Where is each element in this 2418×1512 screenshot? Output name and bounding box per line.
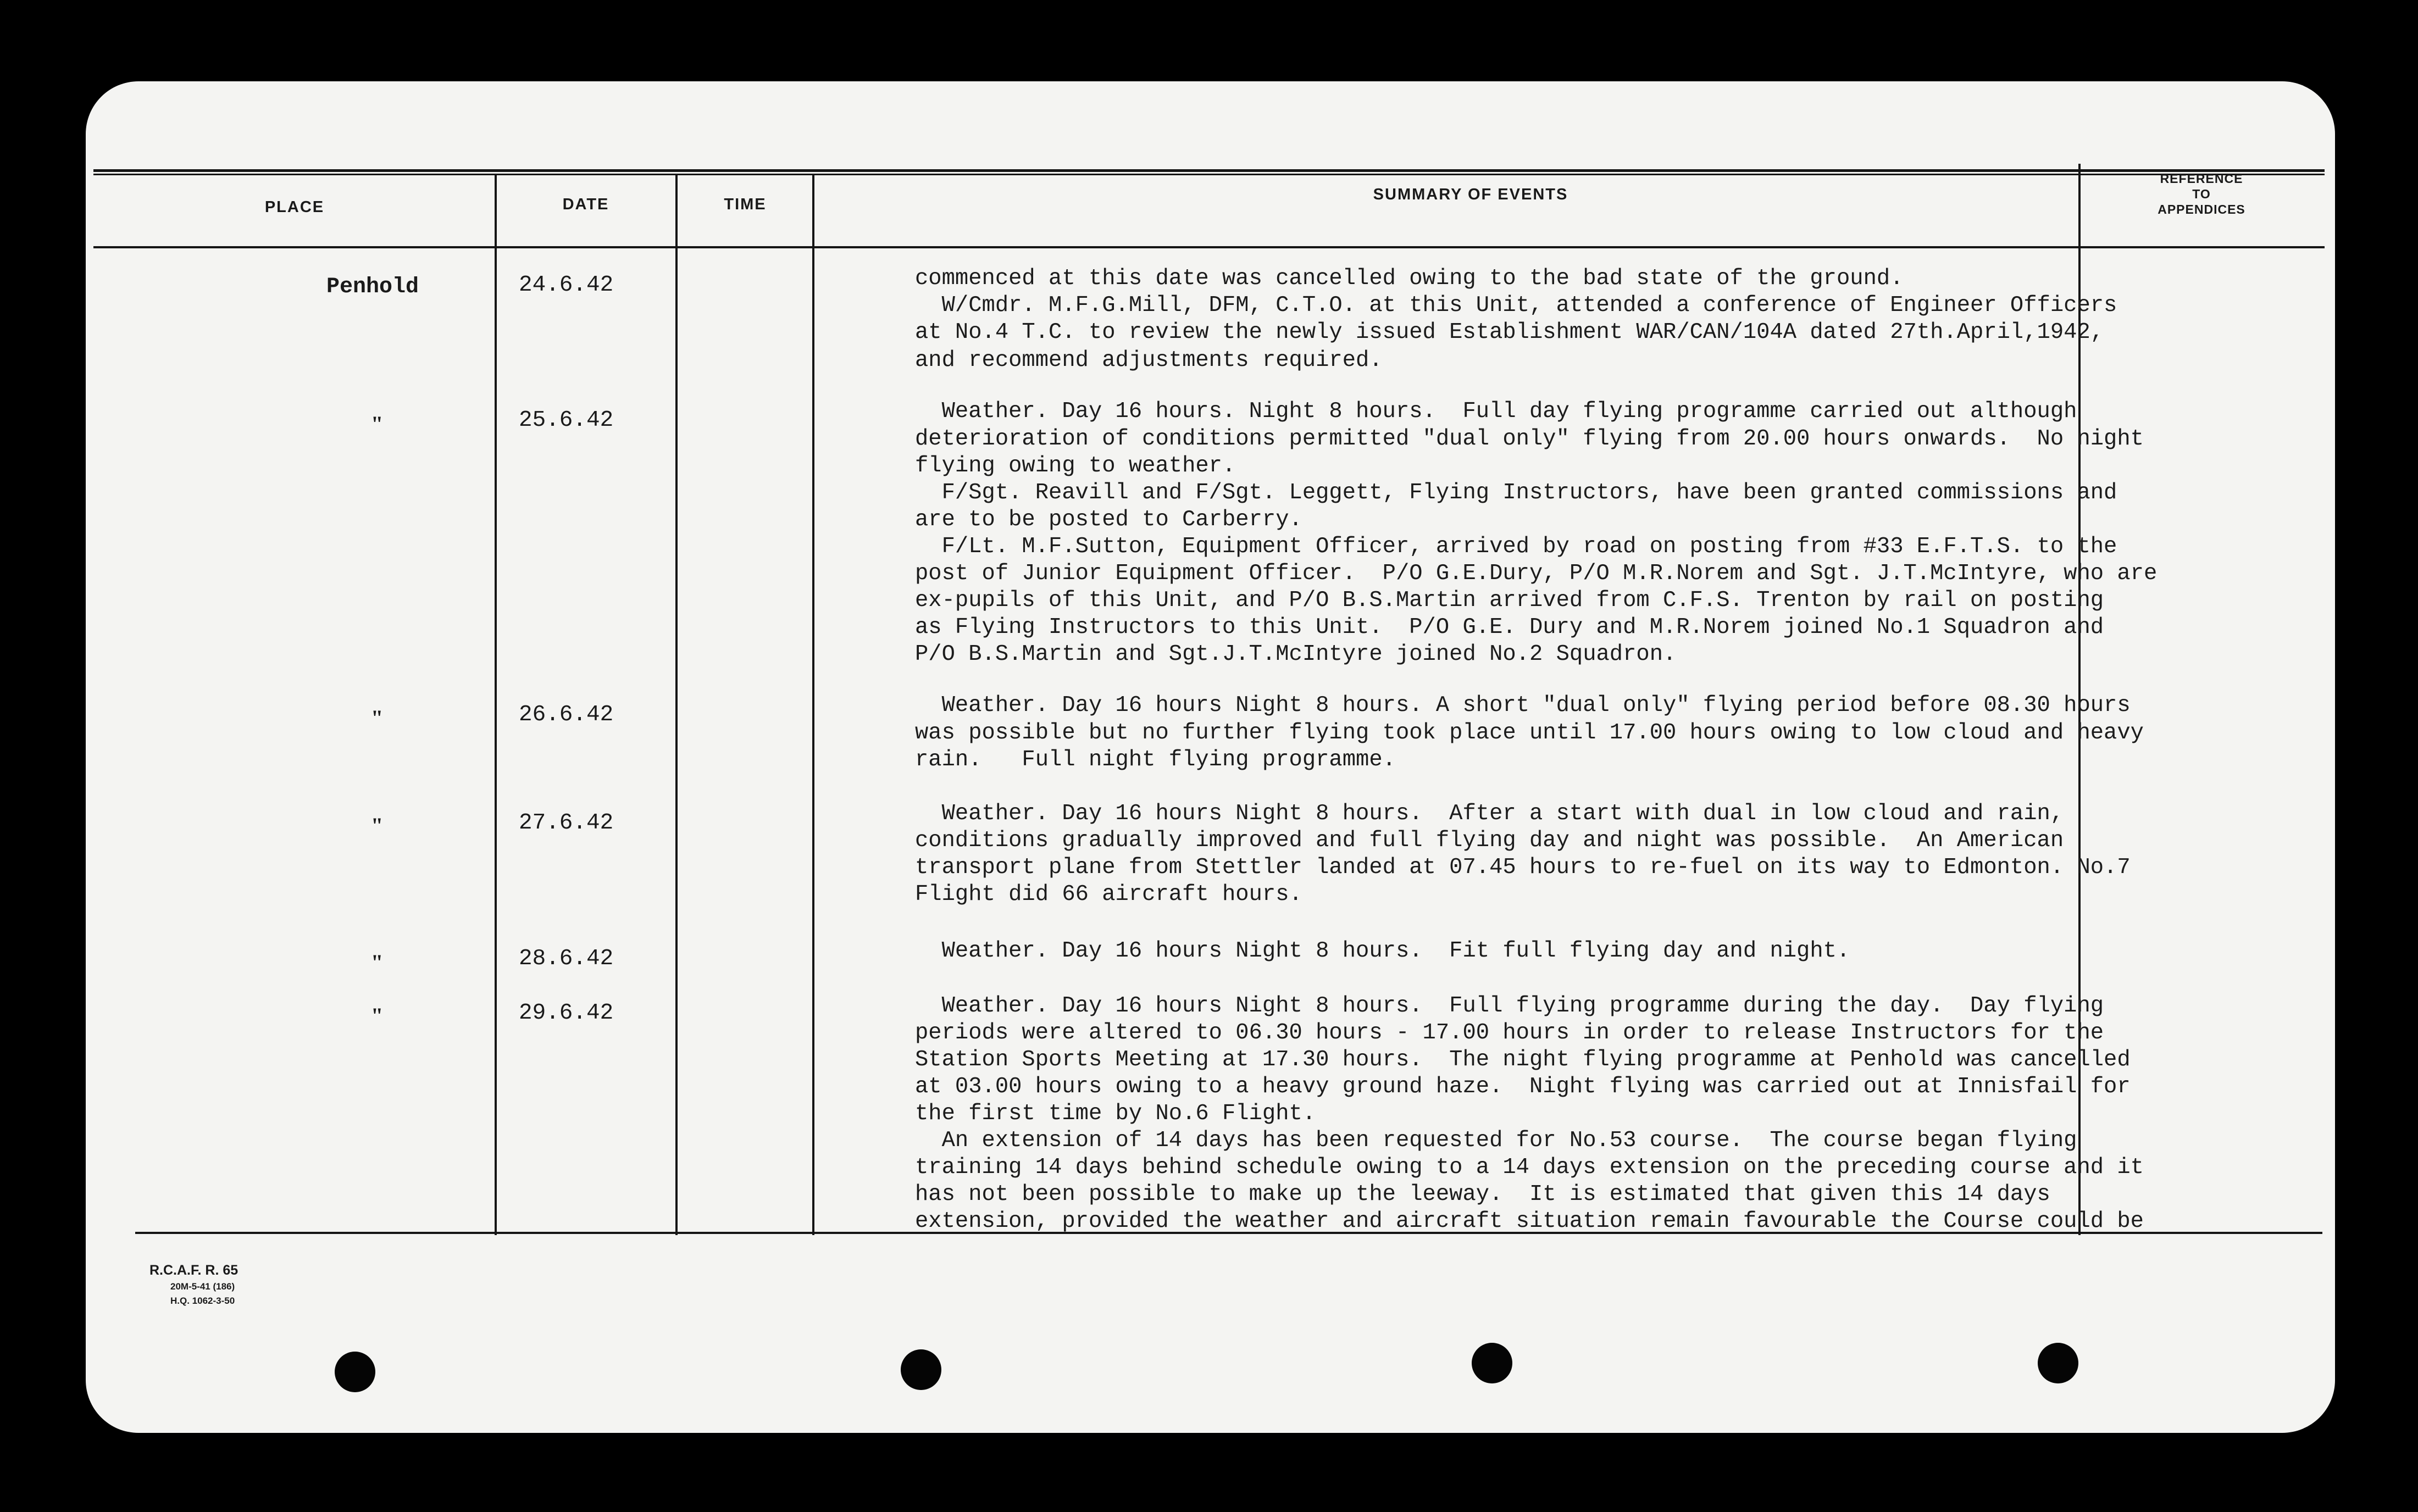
summary-line: has not been possible to make up the leeway. It is estimated that given this 14 days bbox=[915, 1182, 2050, 1207]
form-hq-code: H.Q. 1062-3-50 bbox=[170, 1296, 235, 1306]
summary-line: Weather. Day 16 hours Night 8 hours. Fit full flying day and night. bbox=[915, 938, 1850, 964]
entry-place-ditto: " bbox=[371, 705, 384, 730]
header-date: DATE bbox=[562, 196, 609, 213]
header-reference-line3: APPENDICES bbox=[2158, 202, 2245, 216]
summary-line: Station Sports Meeting at 17.30 hours. The night flying programme at Penhold was cancelled bbox=[915, 1047, 2131, 1072]
summary-line: at No.4 T.C. to review the newly issued Establishment WAR/CAN/104A dated 27th.April,1942, bbox=[915, 320, 2104, 345]
summary-line: flying owing to weather. bbox=[915, 453, 1236, 479]
binder-hole bbox=[2038, 1343, 2078, 1383]
entry-date: 26.6.42 bbox=[519, 702, 614, 727]
summary-line: post of Junior Equipment Officer. P/O G.E.Dury, P/O M.R.Norem and Sgt. J.T.McIntyre, who are bbox=[915, 561, 2158, 586]
summary-line: and recommend adjustments required. bbox=[915, 348, 1383, 373]
summary-line: Weather. Day 16 hours Night 8 hours. A short "dual only" flying period before 08.30 hours bbox=[915, 693, 2131, 718]
summary-line: ex-pupils of this Unit, and P/O B.S.Martin arrived from C.F.S. Trenton by rail on posting bbox=[915, 588, 2104, 613]
summary-line: F/Sgt. Reavill and F/Sgt. Leggett, Flying Instructors, have been granted commissions and bbox=[915, 480, 2117, 505]
summary-line: at 03.00 hours owing to a heavy ground haze. Night flying was carried out at Innisfail for bbox=[915, 1074, 2131, 1099]
entry-place-ditto: " bbox=[371, 412, 384, 436]
header-time: TIME bbox=[724, 196, 767, 213]
summary-line: Flight did 66 aircraft hours. bbox=[915, 882, 1302, 907]
summary-line: periods were altered to 06.30 hours - 17.00 hours in order to release Instructors for the bbox=[915, 1020, 2104, 1046]
summary-line: W/Cmdr. M.F.G.Mill, DFM, C.T.O. at this Unit, attended a conference of Engineer Officers bbox=[915, 293, 2117, 318]
col-rule-place-date bbox=[495, 175, 497, 1235]
entry-date: 27.6.42 bbox=[519, 810, 614, 836]
binder-hole bbox=[335, 1352, 375, 1392]
entry-place-ditto: " bbox=[371, 813, 384, 838]
summary-line: An extension of 14 days has been requested for No.53 course. The course began flying bbox=[915, 1128, 2077, 1153]
form-print-code: 20M-5-41 (186) bbox=[170, 1281, 235, 1292]
col-rule-date-time bbox=[675, 175, 678, 1235]
diary-sheet bbox=[86, 81, 2335, 1433]
entry-place-ditto: " bbox=[371, 950, 384, 975]
summary-line: Weather. Day 16 hours. Night 8 hours. Full day flying programme carried out although bbox=[915, 399, 2077, 424]
binder-hole bbox=[901, 1349, 941, 1390]
entry-date: 29.6.42 bbox=[519, 1000, 614, 1026]
entry-date: 28.6.42 bbox=[519, 946, 614, 971]
summary-line: extension, provided the weather and aircraft situation remain favourable the Course could be bbox=[915, 1209, 2144, 1234]
header-place: PLACE bbox=[264, 198, 325, 216]
summary-line: P/O B.S.Martin and Sgt.J.T.McIntyre joined No.2 Squadron. bbox=[915, 642, 1677, 667]
summary-line: was possible but no further flying took place until 17.00 hours owing to low cloud and heavy bbox=[915, 720, 2144, 746]
binder-hole bbox=[1472, 1343, 1512, 1383]
header-reference-line1: REFERENCE bbox=[2160, 171, 2243, 186]
summary-line: training 14 days behind schedule owing to a 14 days extension on the preceding course and it bbox=[915, 1155, 2144, 1180]
header-reference-line2: TO bbox=[2192, 187, 2211, 201]
entry-place: Penhold bbox=[326, 275, 419, 299]
entry-place-ditto: " bbox=[371, 1003, 384, 1028]
summary-line: are to be posted to Carberry. bbox=[915, 507, 1302, 532]
entry-date: 25.6.42 bbox=[519, 408, 614, 433]
header-bottom-rule bbox=[93, 246, 2325, 248]
col-rule-time-summary bbox=[812, 175, 814, 1235]
summary-line: conditions gradually improved and full flying day and night was possible. An American bbox=[915, 828, 2064, 853]
header-top-rule bbox=[93, 169, 2325, 172]
summary-line: Weather. Day 16 hours Night 8 hours. Full flying programme during the day. Day flying bbox=[915, 993, 2104, 1019]
summary-line: deterioration of conditions permitted "dual only" flying from 20.00 hours onwards. No night bbox=[915, 426, 2144, 452]
summary-line: F/Lt. M.F.Sutton, Equipment Officer, arrived by road on posting from #33 E.F.T.S. to the bbox=[915, 534, 2117, 559]
summary-line: rain. Full night flying programme. bbox=[915, 747, 1396, 772]
summary-line: commenced at this date was cancelled owing to the bad state of the ground. bbox=[915, 266, 1904, 291]
header-top-rule-2 bbox=[93, 174, 2325, 175]
summary-line: Weather. Day 16 hours Night 8 hours. After a start with dual in low cloud and rain, bbox=[915, 801, 2064, 826]
header-summary: SUMMARY OF EVENTS bbox=[1373, 186, 1568, 203]
summary-line: transport plane from Stettler landed at 07.45 hours to re-fuel on its way to Edmonton. No.7 bbox=[915, 855, 2131, 880]
entry-date: 24.6.42 bbox=[519, 273, 614, 298]
form-number: R.C.A.F. R. 65 bbox=[149, 1263, 239, 1278]
summary-line: the first time by No.6 Flight. bbox=[915, 1101, 1316, 1126]
summary-line: as Flying Instructors to this Unit. P/O G.E. Dury and M.R.Norem joined No.1 Squadron and bbox=[915, 615, 2104, 640]
